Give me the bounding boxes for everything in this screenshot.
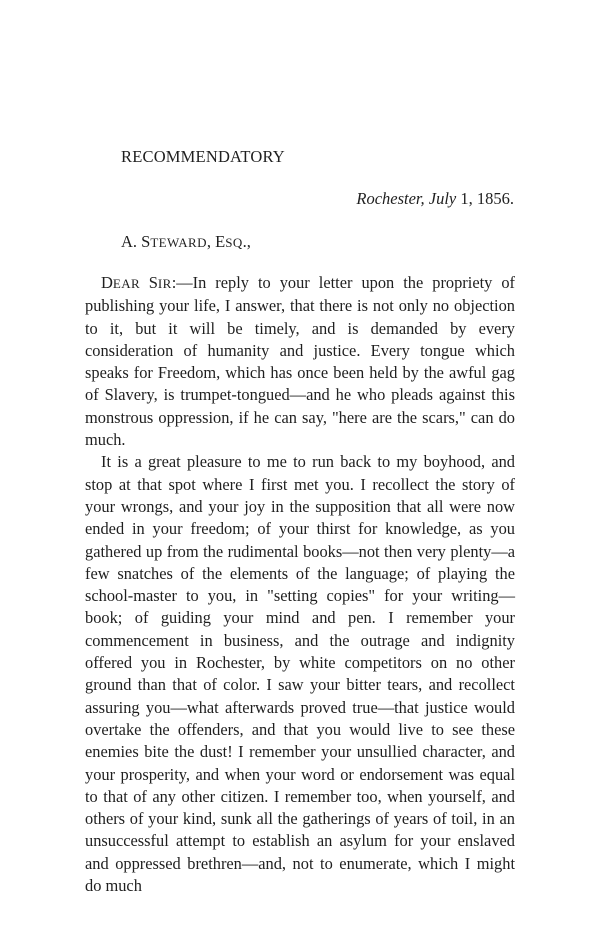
paragraph-1 bbox=[85, 272, 515, 451]
addressee-title: SQ bbox=[225, 235, 243, 250]
salutation-initial: D bbox=[101, 273, 113, 292]
addressee-separator: , E bbox=[206, 232, 226, 251]
section-heading: RECOMMENDATORY bbox=[121, 147, 285, 166]
dateline bbox=[356, 189, 514, 209]
paragraph-1-text: :—In reply to your letter upon the propriety of publishing your life, I answer, that there is not only no objection to it, but it will be timely, and is demanded by every consideration of humanity and justice. Every tongue which speaks for Freedom, which has once been held by the awful gag of Slavery, is trumpet-tongued—and he who pleads against this monstrous oppression, if he can say, "here are the scars," can do much. bbox=[85, 273, 515, 450]
addressee-name: TEWARD bbox=[150, 235, 207, 250]
dateline-place: Rochester, July bbox=[356, 189, 457, 208]
salutation-initial-2: S bbox=[148, 273, 158, 292]
addressee-initial: A. S bbox=[121, 232, 151, 251]
salutation-word-2: IR bbox=[157, 276, 172, 291]
paragraph-2: It is a great pleasure to me to run back to my boyhood, and stop at that spot where I first met you. I recollect the story of your wrongs, and your joy in the supposition that all were now ended in your freedom; of your thirst for knowledge, as you gathered up from the rudimental books—not then very plenty—a few snatches of the elements of the language; of playing the school-master to you, in "setting copies" for your writing— book; of guiding your mind and pen. I remember your commencement in business, and the outrage and indignity offered you in Rochester, by white competitors on no other ground than that of color. I saw your bitter tears, and recollect assuring you—what afterwards proved true—that justice would overtake the offenders, and that you would live to see these enemies bite the dust! I remember your unsullied character, and your prosperity, and when your word or endorsement was equal to that of any other citizen. I remember too, when yourself, and others of your kind, sunk all the gatherings of years of toil, in an unsuccessful attempt to establish an asylum for your enslaved and oppressed brethren—and, not to enumerate, which I might do much bbox=[85, 452, 515, 896]
addressee bbox=[121, 232, 251, 252]
letter-body bbox=[85, 272, 515, 897]
dateline-date: 1, 1856. bbox=[456, 189, 514, 208]
addressee-end: ., bbox=[242, 232, 251, 251]
salutation-word-1: EAR bbox=[112, 276, 149, 291]
